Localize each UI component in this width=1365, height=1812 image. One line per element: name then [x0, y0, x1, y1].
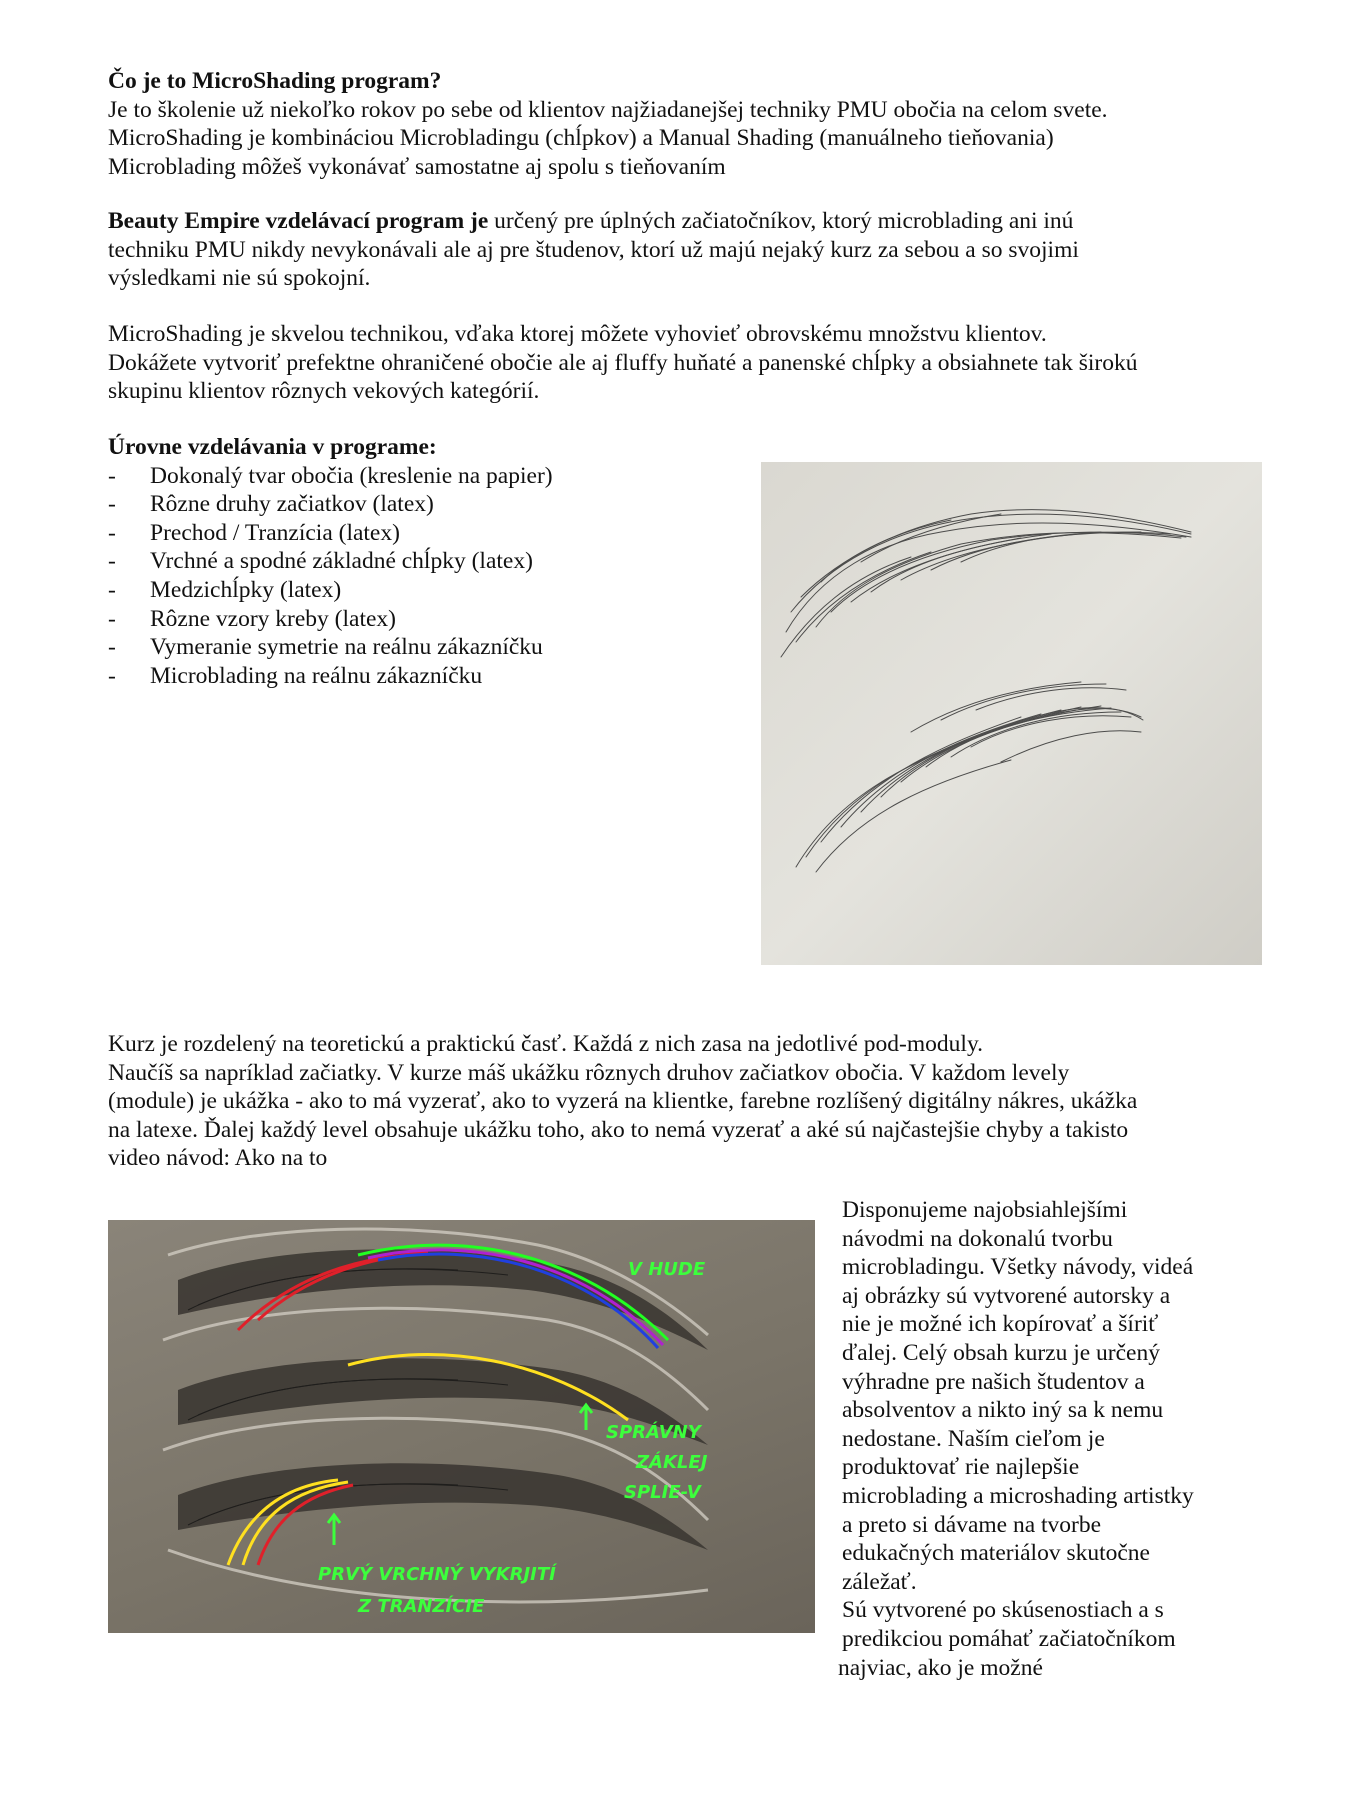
levels-list: [108, 462, 553, 691]
list-item-text: Medzichĺpky (latex): [150, 576, 342, 603]
list-item: [108, 633, 553, 662]
side-line: Disponujeme najobsiahlejšími: [842, 1197, 1128, 1223]
side-line: a preto si dávame na tvorbe: [842, 1511, 1102, 1538]
course-line: Kurz je rozdelený na teoretickú a praktickú časť. Každá z nich zasa na jedotlivé pod-moduly.: [108, 1031, 984, 1057]
side-line: aj obrázky sú vytvorené autorsky a: [842, 1282, 1171, 1309]
levels-heading: Úrovne vzdelávania v programe:: [108, 434, 437, 460]
side-line: nedostane. Naším cieľom je: [842, 1425, 1105, 1452]
list-item-text: Microblading na reálnu zákazníčku: [150, 662, 483, 689]
technique-line: MicroShading je skvelou technikou, vďaka ktorej môžete vyhovieť obrovskému množstvu klientov.: [108, 321, 1047, 347]
intro-line: Je to školenie už niekoľko rokov po sebe od klientov najžiadanejšej techniky PMU obočia na celom svete.: [108, 96, 1108, 123]
eyebrow-drawings-photo: [761, 462, 1262, 965]
bullet-dash: -: [108, 462, 116, 489]
bullet-dash: -: [108, 519, 116, 546]
program-line: techniku PMU nikdy nevykonávali ale aj pre študenov, ktorí už majú nejaký kurz za sebou a so svojimi: [108, 236, 1079, 263]
annotation-note: SPRÁVNY: [606, 1422, 701, 1443]
bullet-dash: -: [108, 576, 116, 603]
technique-line: skupinu klientov rôznych vekových kategórií.: [108, 378, 540, 405]
program-line: [108, 207, 1079, 236]
annotation-note: Z TRANZÍCIE: [358, 1596, 485, 1617]
list-item: [108, 605, 553, 634]
list-item: [108, 576, 553, 605]
list-item: [108, 519, 553, 548]
list-item: [108, 462, 553, 491]
side-line: nie je možné ich kopírovať a šíriť: [842, 1311, 1159, 1338]
program-line1-rest: určený pre úplných začiatočníkov, ktorý microblading ani inú: [488, 208, 1074, 234]
eyebrow-drawings-illustration: [761, 462, 1262, 965]
levels-section: [108, 433, 553, 690]
course-line: (module) je ukážka - ako to má vyzerať, ako to vyzerá na klientke, farebne rozlíšený digitálny nákres, ukážka: [108, 1088, 1138, 1115]
side-line: ďalej. Celý obsah kurzu je určený: [842, 1339, 1160, 1366]
intro-line: Microblading môžeš vykonávať samostatne aj spolu s tieňovaním: [108, 153, 726, 180]
bullet-dash: -: [108, 662, 116, 689]
course-line: video návod: Ako na to: [108, 1145, 328, 1172]
side-line: výhradne pre našich študentov a: [842, 1368, 1145, 1395]
side-line: microblading a microshading artistky: [842, 1482, 1194, 1509]
list-item-text: Vrchné a spodné základné chĺpky (latex): [150, 548, 533, 575]
list-item: [108, 547, 553, 576]
annotation-note: ZÁKLEJ: [636, 1452, 708, 1473]
intro-heading: Čo je to MicroShading program?: [108, 68, 442, 94]
intro-line: MicroShading je kombináciou Microbladingu (chĺpkov) a Manual Shading (manuálneho tieňovania): [108, 125, 1054, 152]
side-line: edukačných materiálov skutočne: [842, 1540, 1150, 1567]
program-line: výsledkami nie sú spokojní.: [108, 265, 371, 292]
list-item: [108, 490, 553, 519]
latex-practice-photo: [108, 1220, 815, 1633]
side-line: microbladingu. Všetky návody, videá: [842, 1254, 1194, 1281]
course-line: na latexe. Ďalej každý level obsahuje ukážku toho, ako to nemá vyzerať a aké sú najčastejšie chyby a takisto: [108, 1116, 1129, 1143]
bullet-dash: -: [108, 491, 116, 518]
side-line: návodmi na dokonalú tvorbu: [842, 1225, 1113, 1252]
intro-section: [108, 67, 1108, 181]
side-line: absolventov a nikto iný sa k nemu: [842, 1397, 1164, 1424]
annotation-note: PRVÝ VRCHNÝ VYKRJITÍ: [318, 1564, 556, 1585]
technique-line: Dokážete vytvoriť prefektne ohraničené obočie ale aj fluffy huňaté a panenské chĺpky a obsiahnete tak širokú: [108, 349, 1138, 376]
course-section: [108, 1030, 1137, 1173]
side-line: najviac, ako je možné: [838, 1654, 1043, 1681]
list-item-text: Prechod / Tranzícia (latex): [150, 519, 400, 546]
side-line: produktovať rie najlepšie: [842, 1454, 1080, 1481]
course-line: Naučíš sa napríklad začiatky. V kurze máš ukážku rôznych druhov začiatkov obočia. V každom levely: [108, 1059, 1070, 1086]
list-item-text: Vymeranie symetrie na reálnu zákazníčku: [150, 634, 543, 661]
technique-section: [108, 320, 1138, 406]
bullet-dash: -: [108, 548, 116, 575]
program-section: [108, 207, 1079, 293]
program-bold-lead: Beauty Empire vzdelávací program je: [108, 208, 489, 234]
bullet-dash: -: [108, 634, 116, 661]
list-item-text: Dokonalý tvar obočia (kreslenie na papier): [150, 462, 553, 489]
annotation-note: SPLIE-V: [624, 1482, 701, 1503]
list-item: [108, 662, 553, 691]
latex-practice-illustration: [108, 1220, 815, 1633]
annotation-note: V HUDE: [628, 1259, 706, 1280]
side-line: Sú vytvorené po skúsenostiach a s: [842, 1597, 1164, 1624]
bullet-dash: -: [108, 605, 116, 632]
list-item-text: Rôzne vzory kreby (latex): [150, 605, 396, 632]
side-line: záležať.: [842, 1568, 917, 1595]
list-item-text: Rôzne druhy začiatkov (latex): [150, 491, 434, 518]
side-section: [838, 1196, 1262, 1682]
side-line: predikciou pomáhať začiatočníkom: [842, 1625, 1176, 1652]
